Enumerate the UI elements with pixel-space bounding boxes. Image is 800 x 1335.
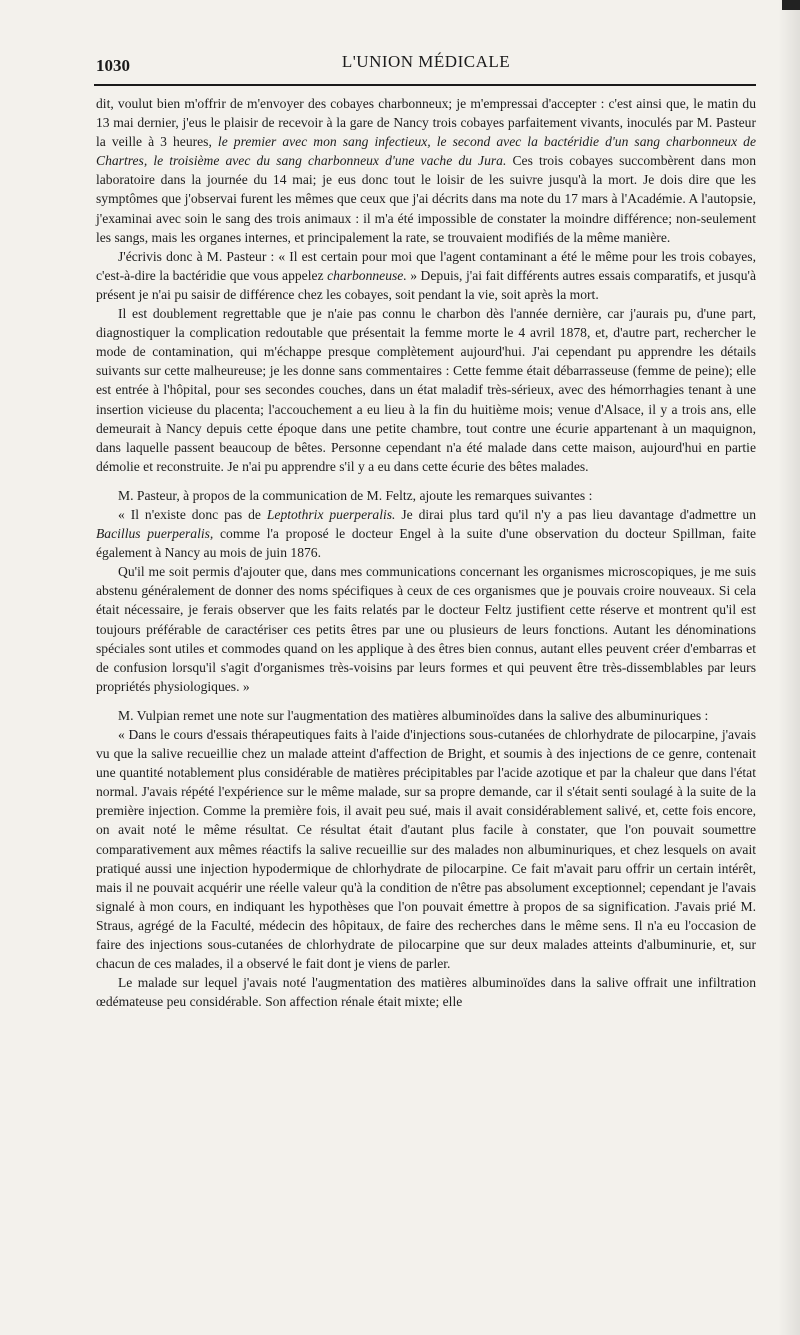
page-number: 1030 (96, 56, 130, 75)
running-title: L'UNION MÉDICALE (341, 52, 511, 71)
paragraph-text: « Dans le cours d'essais thérapeutiques faits à l'aide d'injections sous-cutanées de chlorhydrate de pilocarpine, j'avais vu que la salive recueillie chez un malade atteint d'affection de Bright, et soumis à des injections de ce genre, contenait une quantité notablement plus considérable de matières précipitables par l'acide azotique et par la chaleur que dans l'état normal. J'avais répété l'expérience sur le même malade, sur sa propre demande, car il s'était senti soulagé à la suite de la première injection. Comme la première fois, il avait peu sué, mais il avait considérablement salivé, et, cette fois encore, on avait noté le même résultat. Ce résultat était d'autant plus facile à constater, que l'on pouvait soumettre comparativement aux mêmes réactifs la salive recueillie sur des malades non albuminuriques, et chez lesquels on avait pratiqué aussi une injection hypodermique de chlorhydrate de pilocarpine. Ce fait m'avait paru offrir un certain intérêt, mais il ne pouvait acquérir une réelle valeur qu'à la condition de n'être pas absolument exceptionnel; cependant je l'avais signalé à mon cours, en indiquant les hypothèses que l'on pouvait émettre à propos de sa signification. J'avais prié M. Straus, agrégé de la Faculté, médecin des hôpitaux, de faire des recherches dans le même sens. Il n'a eu l'occasion de faire des injections sous-cutanées de chlorhydrate de pilocarpine que sur deux malades atteints d'albuminurie, et, sur chacun de ces malades, il a observé le fait dont je viens de parler. (96, 727, 756, 972)
paragraph-text: « Il n'existe donc pas de (118, 506, 267, 522)
paragraph-9 (96, 973, 756, 1011)
paragraph-text: » Depuis, j'ai fait différents autres essais comparatifs, et jusqu'à présent je n'ai pu saisir de différence chez les cobayes, soit pendant la vie, soit après la mort. (96, 267, 756, 302)
section-gap (96, 476, 756, 486)
paragraph-text: Je dirai plus tard qu'il n'y a pas lieu davantage d'admettre un (395, 506, 756, 522)
section-gap (96, 696, 756, 706)
paragraph-italic-text: le premier avec mon sang infectieux, le second avec la bactéridie d'un sang charbonneux de Chartres, le troisième avec du sang charbonneux d'une vache du Jura. (96, 134, 756, 169)
header-rule (94, 84, 756, 86)
paragraph-text: Le malade sur lequel j'avais noté l'augmentation des matières albuminoïdes dans la salive offrait une infiltration œdémateuse peu considérable. Son affection rénale était mixte; elle (96, 975, 756, 1010)
paragraph-5 (96, 505, 756, 562)
paragraph-6 (96, 562, 756, 696)
article-body (96, 94, 756, 1011)
paragraph-text: J'écrivis donc à M. Pasteur : « Il est certain pour moi que l'agent contaminant a été le même pour les trois cobayes, c'est-à-dire la bactéridie que vous appelez (96, 248, 756, 283)
paragraph-1 (96, 94, 756, 247)
paragraph-2 (96, 247, 756, 304)
paragraph-text: Qu'il me soit permis d'ajouter que, dans mes communications concernant les organismes microscopiques, je me suis abstenu généralement de donner des noms spécifiques à ceux de ces organismes que je pouvais croire nouveaux. Si cela était nécessaire, je ferais observer que les faits relatés par le docteur Feltz justifient cette réserve et montrent qu'il est toujours préférable de caractériser ces petits êtres par une ou plusieurs de leurs fonctions. Autant les dénominations spéciales sont utiles et commodes quand on les applique à des êtres bien connus, autant elles peuvent créer d'embarras et de confusion lorsqu'il s'agit d'organismes très-voisins par leurs formes et qui peuvent être très-dissemblables par leurs propriétés physiologiques. » (96, 564, 756, 694)
paragraph-text: Ces trois cobayes succombèrent dans mon laboratoire dans la journée du 14 mai; je eus donc tout le loisir de les suivre jusqu'à la mort. Je dois dire que les symptômes que j'observai furent les mêmes que ceux que j'ai décrits dans ma note du 17 mars à l'Académie. A l'autopsie, j'examinai avec soin le sang des trois animaux : il m'a été impossible de constater la moindre différence; non-seulement les sangs, mais les organes internes, et principalement la rate, se trouvaient modifiés de la même manière. (96, 153, 756, 245)
paragraph-7 (96, 706, 756, 725)
paragraph-text: Il est doublement regrettable que je n'aie pas connu le charbon dès l'année dernière, car j'aurais pu, d'une part, diagnostiquer la complication redoutable que présentait la femme morte le 4 avril 1878, et, d'autre part, rechercher le mode de contamination, qui m'échappe presque complètement aujourd'hui. J'ai cependant pu apprendre les détails suivants sur cette malheureuse; je les donne sans commentaires : Cette femme était débarrasseuse (femme de peine); elle est entrée à l'hôpital, pour ses secondes couches, dans un état maladif très-sérieux, avec des hémorrhagies tenant à une insertion vicieuse du placenta; l'accouchement a eu lieu à la fin du huitième mois; venue d'Alsace, il y a trois ans, elle demeurait à Nancy depuis cette époque dans une petite chambre, tout contre une écurie appartenant à un maquignon, dans laquelle passent beaucoup de bêtes. Personne cependant n'a été malade dans cette maison, aujourd'hui en partie démolie et reconstruite. Je n'ai pu apprendre s'il y a eu dans cette écurie des bêtes malades. (96, 306, 756, 474)
paragraph-italic-text: charbonneuse. (327, 267, 407, 283)
paragraph-italic-text: Leptothrix puerperalis. (266, 506, 396, 522)
paragraph-text: M. Vulpian remet une note sur l'augmentation des matières albuminoïdes dans la salive des albuminuriques : (118, 707, 709, 723)
paragraph-text: M. Pasteur, à propos de la communication de M. Feltz, ajoute les remarques suivantes : (118, 487, 593, 503)
page-header (96, 52, 756, 80)
paragraph-text: comme l'a proposé le docteur Engel à la suite d'une observation du docteur Spillman, faite également à Nancy au mois de juin 1876. (96, 526, 757, 561)
paragraph-text: dit, voulut bien m'offrir de m'envoyer des cobayes charbonneux; je m'empressai d'accepter : c'est ainsi que, le matin du 13 mai dernier, j'eus le plaisir de recevoir à la gare de Nancy trois cobayes parfaitement vivants, inoculés par M. Pasteur la veille à 3 heures, (96, 96, 756, 150)
paragraph-8 (96, 725, 756, 973)
scan-corner-mark (782, 0, 800, 10)
page-edge-shadow (778, 0, 800, 1335)
paragraph-3 (96, 304, 756, 476)
paragraph-italic-text: Bacillus puerperalis, (96, 526, 214, 542)
paragraph-4 (96, 486, 756, 505)
